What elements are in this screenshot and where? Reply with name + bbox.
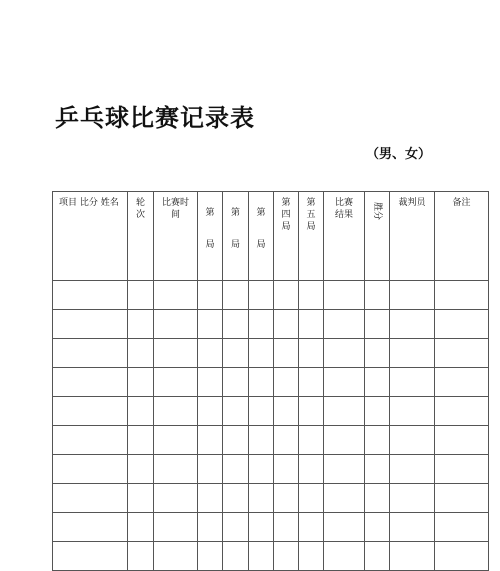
header-game-4 — [274, 192, 299, 281]
header-result-label: 比赛结果 — [334, 198, 353, 220]
table-cell[interactable] — [249, 455, 274, 484]
table-cell[interactable] — [324, 281, 365, 310]
header-result — [324, 192, 365, 281]
table-cell[interactable] — [154, 455, 198, 484]
table-cell[interactable] — [249, 368, 274, 397]
table-cell[interactable] — [223, 513, 249, 542]
table-cell[interactable] — [128, 339, 154, 368]
table-cell[interactable] — [154, 426, 198, 455]
table-cell[interactable] — [324, 397, 365, 426]
header-round-label: 轮次 — [135, 198, 145, 220]
table-cell[interactable] — [223, 310, 249, 339]
table-row — [53, 397, 489, 426]
table-cell[interactable] — [249, 426, 274, 455]
table-cell[interactable] — [198, 542, 223, 571]
table-cell[interactable] — [299, 397, 324, 426]
table-cell[interactable] — [365, 339, 390, 368]
table-cell[interactable] — [128, 426, 154, 455]
header-game-2 — [223, 192, 249, 281]
table-cell[interactable] — [223, 426, 249, 455]
table-cell[interactable] — [249, 339, 274, 368]
table-cell[interactable] — [365, 368, 390, 397]
table-row — [53, 310, 489, 339]
table-cell[interactable] — [365, 397, 390, 426]
table-cell[interactable] — [53, 368, 128, 397]
table-cell[interactable] — [299, 310, 324, 339]
table-cell[interactable] — [154, 397, 198, 426]
header-game-1-label: 第局 — [205, 208, 215, 250]
table-cell[interactable] — [435, 310, 489, 339]
table-cell[interactable] — [274, 397, 299, 426]
table-cell[interactable] — [299, 542, 324, 571]
table-cell[interactable] — [390, 513, 435, 542]
header-game-5 — [299, 192, 324, 281]
table-cell[interactable] — [274, 484, 299, 513]
table-cell[interactable] — [154, 368, 198, 397]
table-row — [53, 368, 489, 397]
table-row — [53, 339, 489, 368]
table-cell[interactable] — [274, 368, 299, 397]
document-subtitle: （男、女） — [366, 147, 432, 162]
table-cell[interactable] — [53, 455, 128, 484]
table-cell[interactable] — [128, 397, 154, 426]
table-cell[interactable] — [53, 397, 128, 426]
table-cell[interactable] — [299, 484, 324, 513]
table-cell[interactable] — [324, 310, 365, 339]
table-cell[interactable] — [274, 281, 299, 310]
table-cell[interactable] — [435, 368, 489, 397]
table-cell[interactable] — [365, 484, 390, 513]
header-game-2-label: 第局 — [230, 208, 240, 250]
table-cell[interactable] — [198, 310, 223, 339]
header-time — [154, 192, 198, 281]
table-cell[interactable] — [299, 426, 324, 455]
table-cell[interactable] — [154, 484, 198, 513]
table-cell[interactable] — [198, 513, 223, 542]
table-cell[interactable] — [223, 484, 249, 513]
table-cell[interactable] — [53, 513, 128, 542]
table-cell[interactable] — [223, 455, 249, 484]
table-cell[interactable] — [365, 310, 390, 339]
table-cell[interactable] — [53, 339, 128, 368]
table-cell[interactable] — [53, 426, 128, 455]
table-cell[interactable] — [128, 310, 154, 339]
table-cell[interactable] — [223, 397, 249, 426]
table-row — [53, 455, 489, 484]
table-cell[interactable] — [390, 426, 435, 455]
table-cell[interactable] — [274, 426, 299, 455]
table-cell[interactable] — [198, 339, 223, 368]
table-cell[interactable] — [198, 397, 223, 426]
header-round — [128, 192, 154, 281]
table-cell[interactable] — [249, 397, 274, 426]
header-row — [53, 192, 489, 281]
table-cell[interactable] — [128, 542, 154, 571]
table-cell[interactable] — [435, 542, 489, 571]
table-cell[interactable] — [390, 484, 435, 513]
table-cell[interactable] — [299, 281, 324, 310]
table-row — [53, 542, 489, 571]
table-cell[interactable] — [324, 542, 365, 571]
table-cell[interactable] — [390, 281, 435, 310]
table-cell[interactable] — [249, 542, 274, 571]
table-cell[interactable] — [223, 542, 249, 571]
table-cell[interactable] — [365, 426, 390, 455]
header-time-label: 比赛时间 — [162, 198, 190, 220]
table-cell[interactable] — [324, 339, 365, 368]
table-cell[interactable] — [435, 339, 489, 368]
table-cell[interactable] — [324, 455, 365, 484]
header-game-4-label: 第四局 — [281, 198, 291, 232]
table-cell[interactable] — [249, 484, 274, 513]
table-body — [53, 281, 489, 571]
header-remarks — [435, 192, 489, 281]
table-cell[interactable] — [198, 484, 223, 513]
table-cell[interactable] — [154, 542, 198, 571]
table-cell[interactable] — [128, 281, 154, 310]
table-cell[interactable] — [324, 426, 365, 455]
table-cell[interactable] — [53, 281, 128, 310]
table-row — [53, 426, 489, 455]
table-cell[interactable] — [324, 484, 365, 513]
table-cell[interactable] — [390, 339, 435, 368]
table-cell[interactable] — [390, 455, 435, 484]
table-cell[interactable] — [198, 281, 223, 310]
table-cell[interactable] — [154, 281, 198, 310]
table-cell[interactable] — [249, 513, 274, 542]
header-score-label: 胜分 — [371, 201, 382, 221]
table-row — [53, 484, 489, 513]
header-game-5-label: 第五局 — [306, 198, 316, 232]
header-score — [365, 192, 390, 281]
header-game-1 — [198, 192, 223, 281]
table-cell[interactable] — [154, 310, 198, 339]
table-cell[interactable] — [198, 368, 223, 397]
table-cell[interactable] — [128, 455, 154, 484]
header-players — [53, 192, 128, 281]
table-cell[interactable] — [324, 368, 365, 397]
table-cell[interactable] — [435, 455, 489, 484]
table-row — [53, 513, 489, 542]
table-cell[interactable] — [390, 397, 435, 426]
table-cell[interactable] — [435, 426, 489, 455]
table-cell[interactable] — [249, 281, 274, 310]
header-game-3 — [249, 192, 274, 281]
table-cell[interactable] — [274, 339, 299, 368]
table-cell[interactable] — [128, 513, 154, 542]
table-cell[interactable] — [274, 513, 299, 542]
table-cell[interactable] — [128, 484, 154, 513]
table-cell[interactable] — [365, 513, 390, 542]
table-cell[interactable] — [299, 455, 324, 484]
table-cell[interactable] — [435, 484, 489, 513]
table-cell[interactable] — [223, 368, 249, 397]
header-referee — [390, 192, 435, 281]
table-cell[interactable] — [249, 310, 274, 339]
document-title: 乒乓球比赛记录表 — [55, 103, 255, 132]
table-cell[interactable] — [390, 310, 435, 339]
table-cell[interactable] — [198, 455, 223, 484]
table-cell[interactable] — [154, 513, 198, 542]
table-cell[interactable] — [53, 310, 128, 339]
table-cell[interactable] — [223, 281, 249, 310]
table-cell[interactable] — [435, 281, 489, 310]
table-row — [53, 281, 489, 310]
table-cell[interactable] — [299, 368, 324, 397]
table-cell[interactable] — [299, 339, 324, 368]
header-game-3-label: 第局 — [256, 208, 266, 250]
table-cell[interactable] — [435, 513, 489, 542]
table-cell[interactable] — [365, 281, 390, 310]
table-cell[interactable] — [324, 513, 365, 542]
table-cell[interactable] — [274, 455, 299, 484]
table-cell[interactable] — [128, 368, 154, 397]
table-cell[interactable] — [390, 542, 435, 571]
record-table — [52, 191, 489, 571]
header-referee-label: 裁判员 — [398, 198, 426, 208]
table-cell[interactable] — [299, 513, 324, 542]
table-cell[interactable] — [435, 397, 489, 426]
table-cell[interactable] — [53, 484, 128, 513]
table-cell[interactable] — [274, 310, 299, 339]
header-remarks-label: 备注 — [452, 198, 471, 208]
table-cell[interactable] — [198, 426, 223, 455]
table-cell[interactable] — [154, 339, 198, 368]
table-cell[interactable] — [223, 339, 249, 368]
table-cell[interactable] — [365, 542, 390, 571]
header-players-label: 项目 比分 姓名 — [59, 198, 119, 208]
table-cell[interactable] — [274, 542, 299, 571]
table-cell[interactable] — [390, 368, 435, 397]
table-cell[interactable] — [53, 542, 128, 571]
table-cell[interactable] — [365, 455, 390, 484]
